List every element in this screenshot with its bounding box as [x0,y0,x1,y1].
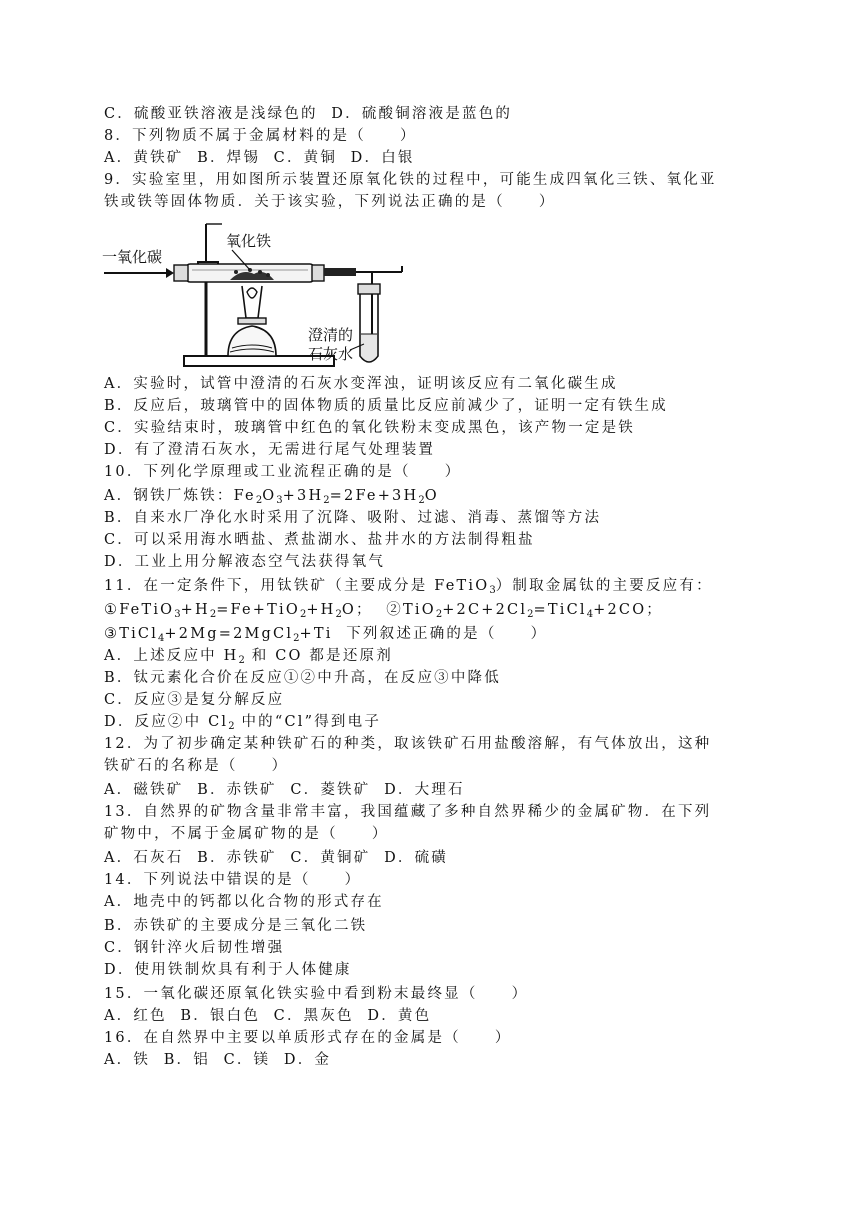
text-run: 13．自然界的矿物含量非常丰富，我国蕴藏了多种自然界稀少的金属矿物．在下列 [104,804,712,820]
text-run: +Ti 下列叙述正确的是（ ） [299,626,548,642]
subscript: 2 [293,633,300,644]
text-run: ③TiCl [104,626,159,642]
text-run: +H [180,602,210,618]
subscript: 2 [299,609,307,620]
text-run: 中的“Cl”得到电子 [234,714,382,730]
text-run: 14．下列说法中错误的是（ ） [104,872,362,888]
text-line [104,530,764,550]
text-run: A．地壳中的钙都以化合物的形式存在 [104,894,384,910]
text-run: A．钢铁厂炼铁：Fe [104,488,256,504]
alcohol-lamp [228,326,276,356]
text-run: 和 CO 都是还原剂 [244,648,393,664]
text-line [104,576,764,601]
text-line [104,462,764,482]
text-run: B．钛元素化合价在反应①②中升高，在反应③中降低 [104,670,501,686]
text-run: +3H [282,488,324,504]
text-line [104,668,764,688]
subscript: 4 [586,609,594,620]
text-run: D．有了澄清石灰水，无需进行尾气处理装置 [104,442,436,458]
text-line [104,690,764,710]
text-run: 15．一氧化碳还原氧化铁实验中看到粉末最终显（ ） [104,986,529,1002]
text-run: ①FeTiO [104,602,175,618]
text-run: 10．下列化学原理或工业流程正确的是（ ） [104,464,462,480]
text-line [104,600,764,625]
text-run: +2CO； [593,602,663,618]
text-line [104,508,764,528]
text-run: A．实验时，试管中澄清的石灰水变浑浊，证明该反应有二氧化碳生成 [104,376,618,392]
text-run: A．上述反应中 H [104,648,239,664]
text-run: B．自来水厂净化水时采用了沉降、吸附、过滤、消毒、蒸馏等方法 [104,510,602,526]
text-run: B．赤铁矿的主要成分是三氧化二铁 [104,918,368,934]
text-line [104,756,764,776]
text-line [104,1028,764,1048]
label-carbon-monoxide: 一氧化碳 [102,248,163,266]
text-run: +H [306,602,336,618]
text-run: A．黄铁矿 B．焊锡 C．黄铜 D．白银 [104,150,415,166]
text-line [104,984,764,1004]
text-line [104,374,764,394]
text-line [104,192,764,212]
text-line [104,1006,764,1026]
subscript: 2 [323,495,330,506]
text-line [104,734,764,754]
text-run: 9．实验室里，用如图所示装置还原氧化铁的过程中，可能生成四氧化三铁、氧化亚 [104,172,717,188]
text-run: D．使用铁制炊具有利于人体健康 [104,962,352,978]
text-line [104,1050,764,1070]
text-run: +2Mg=2MgCl [164,626,294,642]
subscript: 3 [174,609,181,620]
text-run: 铁矿石的名称是（ ） [104,758,289,774]
text-run: +2C+2Cl [442,602,528,618]
text-run: A．红色 B．银白色 C．黑灰色 D．黄色 [104,1008,432,1024]
text-line [104,148,764,168]
subscript: 2 [435,609,443,620]
subscript: 2 [418,495,425,506]
subscript: 3 [489,585,496,596]
subscript: 2 [238,655,245,666]
text-line [104,938,764,958]
text-run: 12．为了初步确定某种铁矿石的种类，取该铁矿石用盐酸溶解，有气体放出，这种 [104,736,712,752]
subscript: 2 [335,609,342,620]
text-line [104,104,764,124]
label-iron-oxide: 氧化铁 [226,232,272,250]
text-run: A．磁铁矿 B．赤铁矿 C．菱铁矿 D．大理石 [104,782,465,798]
text-line [104,892,764,912]
text-run: O [424,488,439,504]
apparatus-figure [102,222,422,368]
text-run: D．工业上用分解液态空气法获得氧气 [104,554,386,570]
text-run: A．石灰石 B．赤铁矿 C．黄铜矿 D．硫磺 [104,850,449,866]
label-limewater-line2: 石灰水 [308,345,354,363]
text-run: =TiCl [533,602,587,618]
text-line [104,170,764,190]
text-run: =Fe+TiO [216,602,300,618]
text-run: ）制取金属钛的主要反应有： [495,578,713,594]
text-line [104,552,764,572]
text-line [104,418,764,438]
text-run: C．钢针淬火后韧性增强 [104,940,285,956]
subscript: 2 [255,495,263,506]
text-run: C．实验结束时，玻璃管中红色的氧化铁粉末变成黑色，该产物一定是铁 [104,420,635,436]
subscript: 4 [158,633,165,644]
text-line [104,802,764,822]
label-limewater-line1: 澄清的 [308,326,354,344]
subscript: 2 [527,609,534,620]
text-run: B．反应后，玻璃管中的固体物质的质量比反应前减少了，证明一定有铁生成 [104,398,668,414]
text-run: 铁或铁等固体物质．关于该实验，下列说法正确的是（ ） [104,194,556,210]
text-line [104,780,764,800]
text-run: 11．在一定条件下，用钛铁矿（主要成分是 FeTiO [104,578,490,594]
text-run: 8．下列物质不属于金属材料的是（ ） [104,128,417,144]
text-run: 矿物中，不属于金属矿物的是（ ） [104,826,389,842]
text-run: O [262,488,277,504]
subscript: 2 [228,721,235,732]
text-line [104,848,764,868]
text-line [104,870,764,890]
text-run: D．反应②中 Cl [104,714,229,730]
text-line [104,960,764,980]
text-line [104,916,764,936]
text-run: A．铁 B．铝 C．镁 D．金 [104,1052,332,1068]
text-run: =2Fe+3H [329,488,419,504]
text-line [104,824,764,844]
text-run: C．反应③是复分解反应 [104,692,285,708]
text-run: 16．在自然界中主要以单质形式存在的金属是（ ） [104,1030,512,1046]
text-line [104,396,764,416]
text-run: C．可以采用海水晒盐、煮盐湖水、盐井水的方法制得粗盐 [104,532,535,548]
text-run: C．硫酸亚铁溶液是浅绿色的 D．硫酸铜溶液是蓝色的 [104,106,513,122]
subscript: 2 [209,609,217,620]
text-line [104,440,764,460]
text-run: O； ②TiO [341,602,436,618]
subscript: 3 [276,495,283,506]
text-line [104,126,764,146]
